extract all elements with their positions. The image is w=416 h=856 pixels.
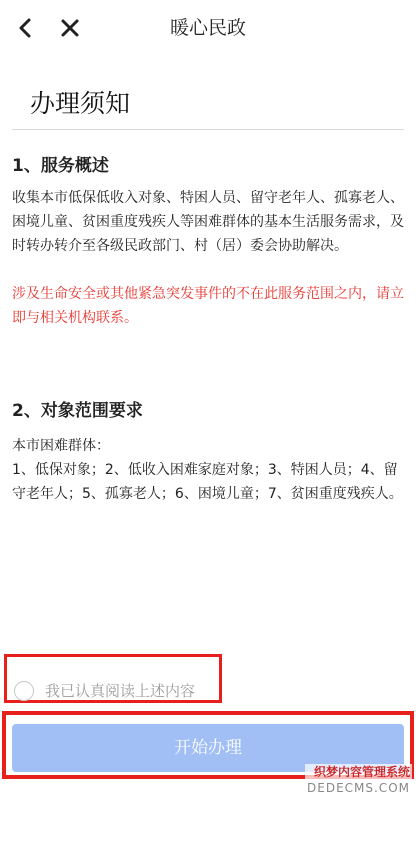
nav-bar: [0, 0, 416, 56]
section-warning-overview: 涉及生命安全或其他紧急突发事件的不在此服务范围之内，请立即与相关机构联系。: [12, 286, 404, 326]
watermark: [305, 764, 412, 796]
nav-title: 暖心民政: [169, 17, 246, 39]
section-heading-scope: 2、对象范围要求: [12, 401, 143, 421]
watermark-line1: 织梦内容管理系统: [313, 765, 410, 779]
start-button[interactable]: 开始办理: [12, 724, 404, 772]
section-heading-overview: 1、服务概述: [12, 156, 109, 176]
agree-label[interactable]: 我已认真阅读上述内容: [45, 682, 196, 700]
page-title: 办理须知: [30, 89, 131, 118]
agree-radio[interactable]: [14, 681, 34, 701]
section-body-scope: 1、低保对象；2、低收入困难家庭对象；3、特困人员；4、留守老年人；5、孤寡老人；6、困境儿童；7、贫困重度残疾人。: [12, 462, 403, 502]
section-body-overview: 收集本市低保低收入对象、特困人员、留守老年人、孤寡老人、困境儿童、贫困重度残疾人等困难群体的基本生活服务需求，及时转办转介至各级民政部门、村（居）委会协助解决。: [12, 190, 404, 254]
watermark-line2: DEDECMS.COM: [307, 781, 410, 795]
title-divider: [12, 129, 404, 130]
section-intro-scope: 本市困难群体：: [12, 438, 110, 454]
